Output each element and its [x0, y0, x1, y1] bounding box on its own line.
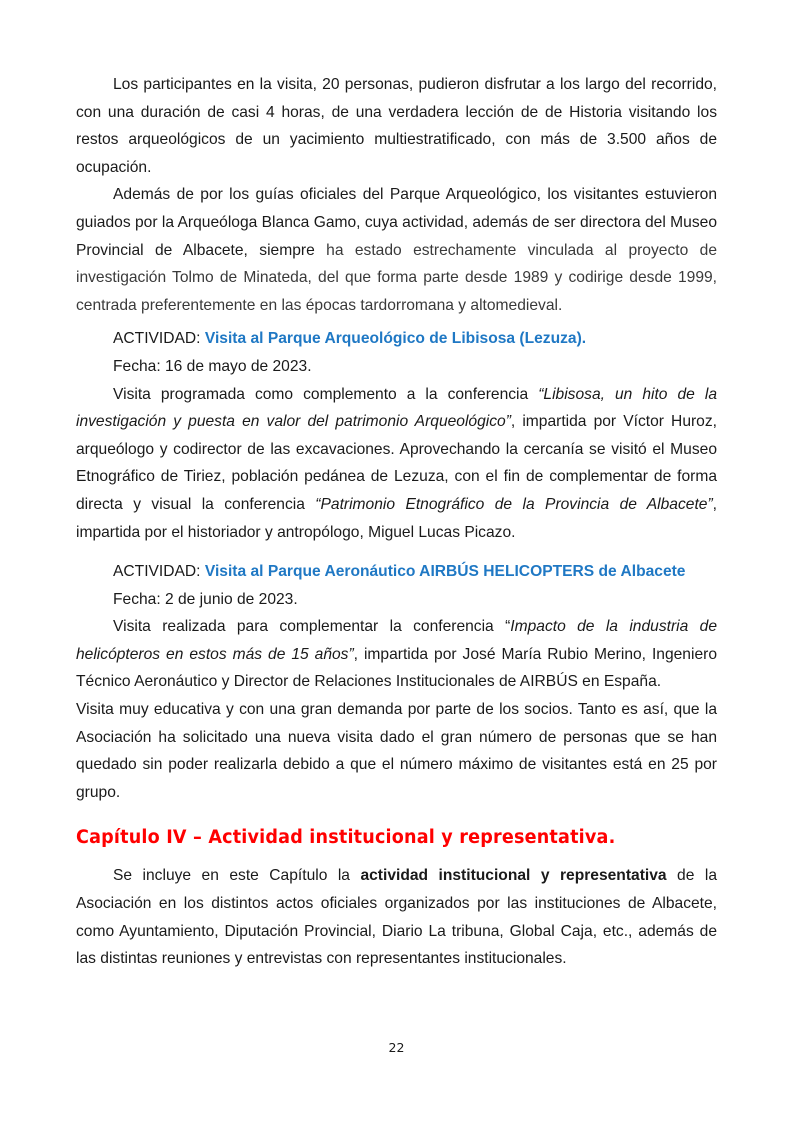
intro-text: de la Asociación en los distintos actos oficiales organizados por las instituciones de Albacete, como Ayuntamiento, Diputación Provincial, Diario La tribuna, Global Caja, etc., además de las distintas reuniones y entrevistas con representantes institucionales. — [76, 867, 717, 968]
paragraph-visit-participants: Los participantes en la visita, 20 personas, pudieron disfrutar a los largo del recorrido, con una duración de casi 4 horas, de una verdadera lección de de Historia visitando los restos arqueológicos de un yacimiento multiestratificado, con más de 3.500 años de ocupación. — [76, 76, 717, 176]
description-text: , impartida por José María Rubio Merino, Ingeniero Técnico Aeronáutico y Director de Relaciones Institucionales de AIRBÚS en España. — [76, 645, 717, 691]
activity-airbus-description — [76, 613, 717, 696]
description-text: , impartida por Víctor Huroz, arqueólogo y codirector de las excavaciones. Aprovechando la cercanía se visitó el Museo Etnográfico de Tiriez, población pedánea de Lezuza, con el fin de complementar de forma directa y visual la conferencia — [76, 413, 717, 513]
activity-airbus-demand: Visita muy educativa y con una gran demanda por parte de los socios. Tanto es así, que la Asociación ha solicitado una nueva visita dado el gran número de personas que se han quedado sin poder realizarla debido a que el número máximo de visitantes está en 25 por grupo. — [76, 701, 717, 801]
activity-title: Visita al Parque Aeronáutico AIRBÚS HELICOPTERS de Albacete — [204, 563, 686, 581]
activity-airbus-date: Fecha: 2 de junio de 2023. — [113, 590, 298, 608]
description-text: Visita programada como complemento a la conferencia — [113, 385, 539, 403]
activity-label: ACTIVIDAD: — [113, 330, 205, 348]
document-page — [76, 71, 717, 973]
paragraph-guides-part-a: Además de por los guías oficiales del Parque Arqueológico, los visitantes estuvieron guiados por la Arqueóloga Blanca Gamo, cuya actividad, además de ser directora del Museo Provincial de Albacete, siempre — [76, 186, 717, 259]
description-text: Visita realizada para complementar la conferencia “ — [113, 618, 511, 636]
chapter-heading: Capítulo IV – Actividad institucional y representativa. — [76, 827, 616, 849]
conference-title: “Libisosa, un hito de la investigación y puesta en valor del patrimonio Arqueológico” — [76, 385, 717, 431]
activity-airbus-heading — [76, 558, 717, 586]
conference-title: “Patrimonio Etnográfico de la Provincia de Albacete” — [315, 495, 713, 513]
paragraph-guides-part-b: ha estado estrechamente vinculada al proyecto de investigación Tolmo de Minateda, del que forma parte desde 1989 y codirige desde 1999, centrada preferentemente en las épocas tardorromana y altomedieval. — [76, 241, 717, 314]
paragraph-guides — [76, 181, 717, 319]
activity-libisosa-heading — [76, 325, 717, 353]
activity-libisosa-date: Fecha: 16 de mayo de 2023. — [113, 357, 312, 375]
chapter-intro-paragraph — [76, 862, 717, 972]
activity-label: ACTIVIDAD: — [113, 563, 205, 581]
intro-bold-text: actividad institucional y representativa — [360, 867, 667, 885]
activity-libisosa-description — [76, 381, 717, 547]
description-text: , impartida por el historiador y antropólogo, Miguel Lucas Picazo. — [76, 495, 717, 541]
page-number: 22 — [388, 1040, 405, 1055]
conference-title: Impacto de la industria de helicópteros en estos más de 15 años” — [76, 618, 717, 663]
intro-text: Se incluye en este Capítulo la — [113, 867, 361, 885]
activity-title: Visita al Parque Arqueológico de Libisosa (Lezuza). — [204, 330, 587, 348]
